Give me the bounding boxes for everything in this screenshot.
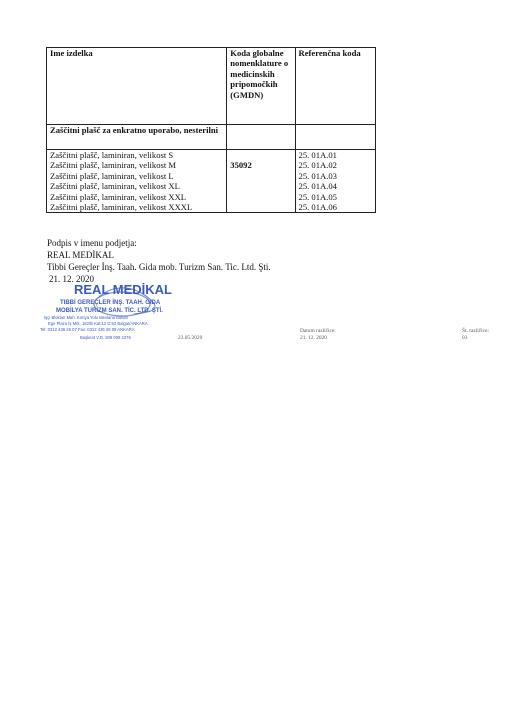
header-gmdn: Koda globalne nomenklature o medicinskih pripomočkih (GMDN) [227,48,295,125]
footer-issue [178,328,208,342]
stamp-line: İşçi Blokları Mah. Konya Yolu Mevlana Bulvar [44,315,129,320]
product-group-title: Zaščitni plašč za enkratno uporabo, nesterilni [47,125,227,150]
reference-code: 25. 01A.05 [298,191,337,202]
product-group-row [47,125,376,150]
footer-revision-number [462,328,489,342]
reference-code: 25. 01A.04 [298,181,337,192]
company-short-name: REAL MEDİKAL [47,250,114,260]
gmdn-code: 35092 [227,150,295,213]
reference-code: 25. 01A.06 [298,201,337,212]
revision-number-label: Št. različice: [462,328,489,334]
stamp-line: TIBBİ GEREÇLER İNŞ. TAAH. GIDA [60,300,161,306]
product-name: Zaščitni plašč, laminiran, velikost L [50,170,174,181]
header-reference: Referenčna koda [295,48,375,125]
revision-number: 03 [462,335,468,341]
table-body-row [47,150,376,213]
reference-code: 25. 01A.01 [298,150,337,160]
table-header-row [47,48,376,125]
header-product-name: Ime izdelka [47,48,227,125]
stamp-line: REAL MEDİKAL [74,282,172,297]
company-stamp [38,278,198,344]
revision-date-label: Datum različice: [300,328,336,334]
product-name: Zaščitni plašč, laminiran, velikost S [50,150,174,160]
stamp-line: Tel: 0312 436 26 07 Fax: 0312 436 26 09 ANKARA [40,327,135,332]
company-full-name: Tibbi Gereçler İnş. Taah. Gida mob. Turizm San. Tic. Ltd. Şti. [47,262,271,272]
revision-date: 21. 12. 2020 [300,335,327,341]
product-name: Zaščitni plašč, laminiran, velikost XXXL [50,201,193,212]
signature-label: Podpis v imenu podjetja: [47,238,137,248]
issue-date: 23.05.2020 [178,335,203,341]
group-empty-cell [295,125,375,150]
stamp-line: Ege Plaza İş Mrk. 182/B Kat:12 D:52 Balgat/ANKARA [48,321,148,326]
reference-code: 25. 01A.03 [298,170,337,181]
stamp-line: Başkent V.D. 309 009 2376 [80,335,131,340]
footer-revision [300,328,336,342]
product-name: Zaščitni plašč, laminiran, velikost XXL [50,191,187,202]
stamp-line: MOBİLYA TURİZM SAN. TİC. LTD. ŞTİ. [56,308,163,314]
product-name: Zaščitni plašč, laminiran, velikost M [50,160,177,171]
group-empty-cell [227,125,295,150]
product-name: Zaščitni plašč, laminiran, velikost XL [50,181,180,192]
signature-date: 21. 12. 2020 [49,274,94,284]
reference-code: 25. 01A.02 [298,160,337,171]
product-names-cell [47,150,227,213]
reference-codes-cell [295,150,375,213]
product-table [46,47,376,213]
